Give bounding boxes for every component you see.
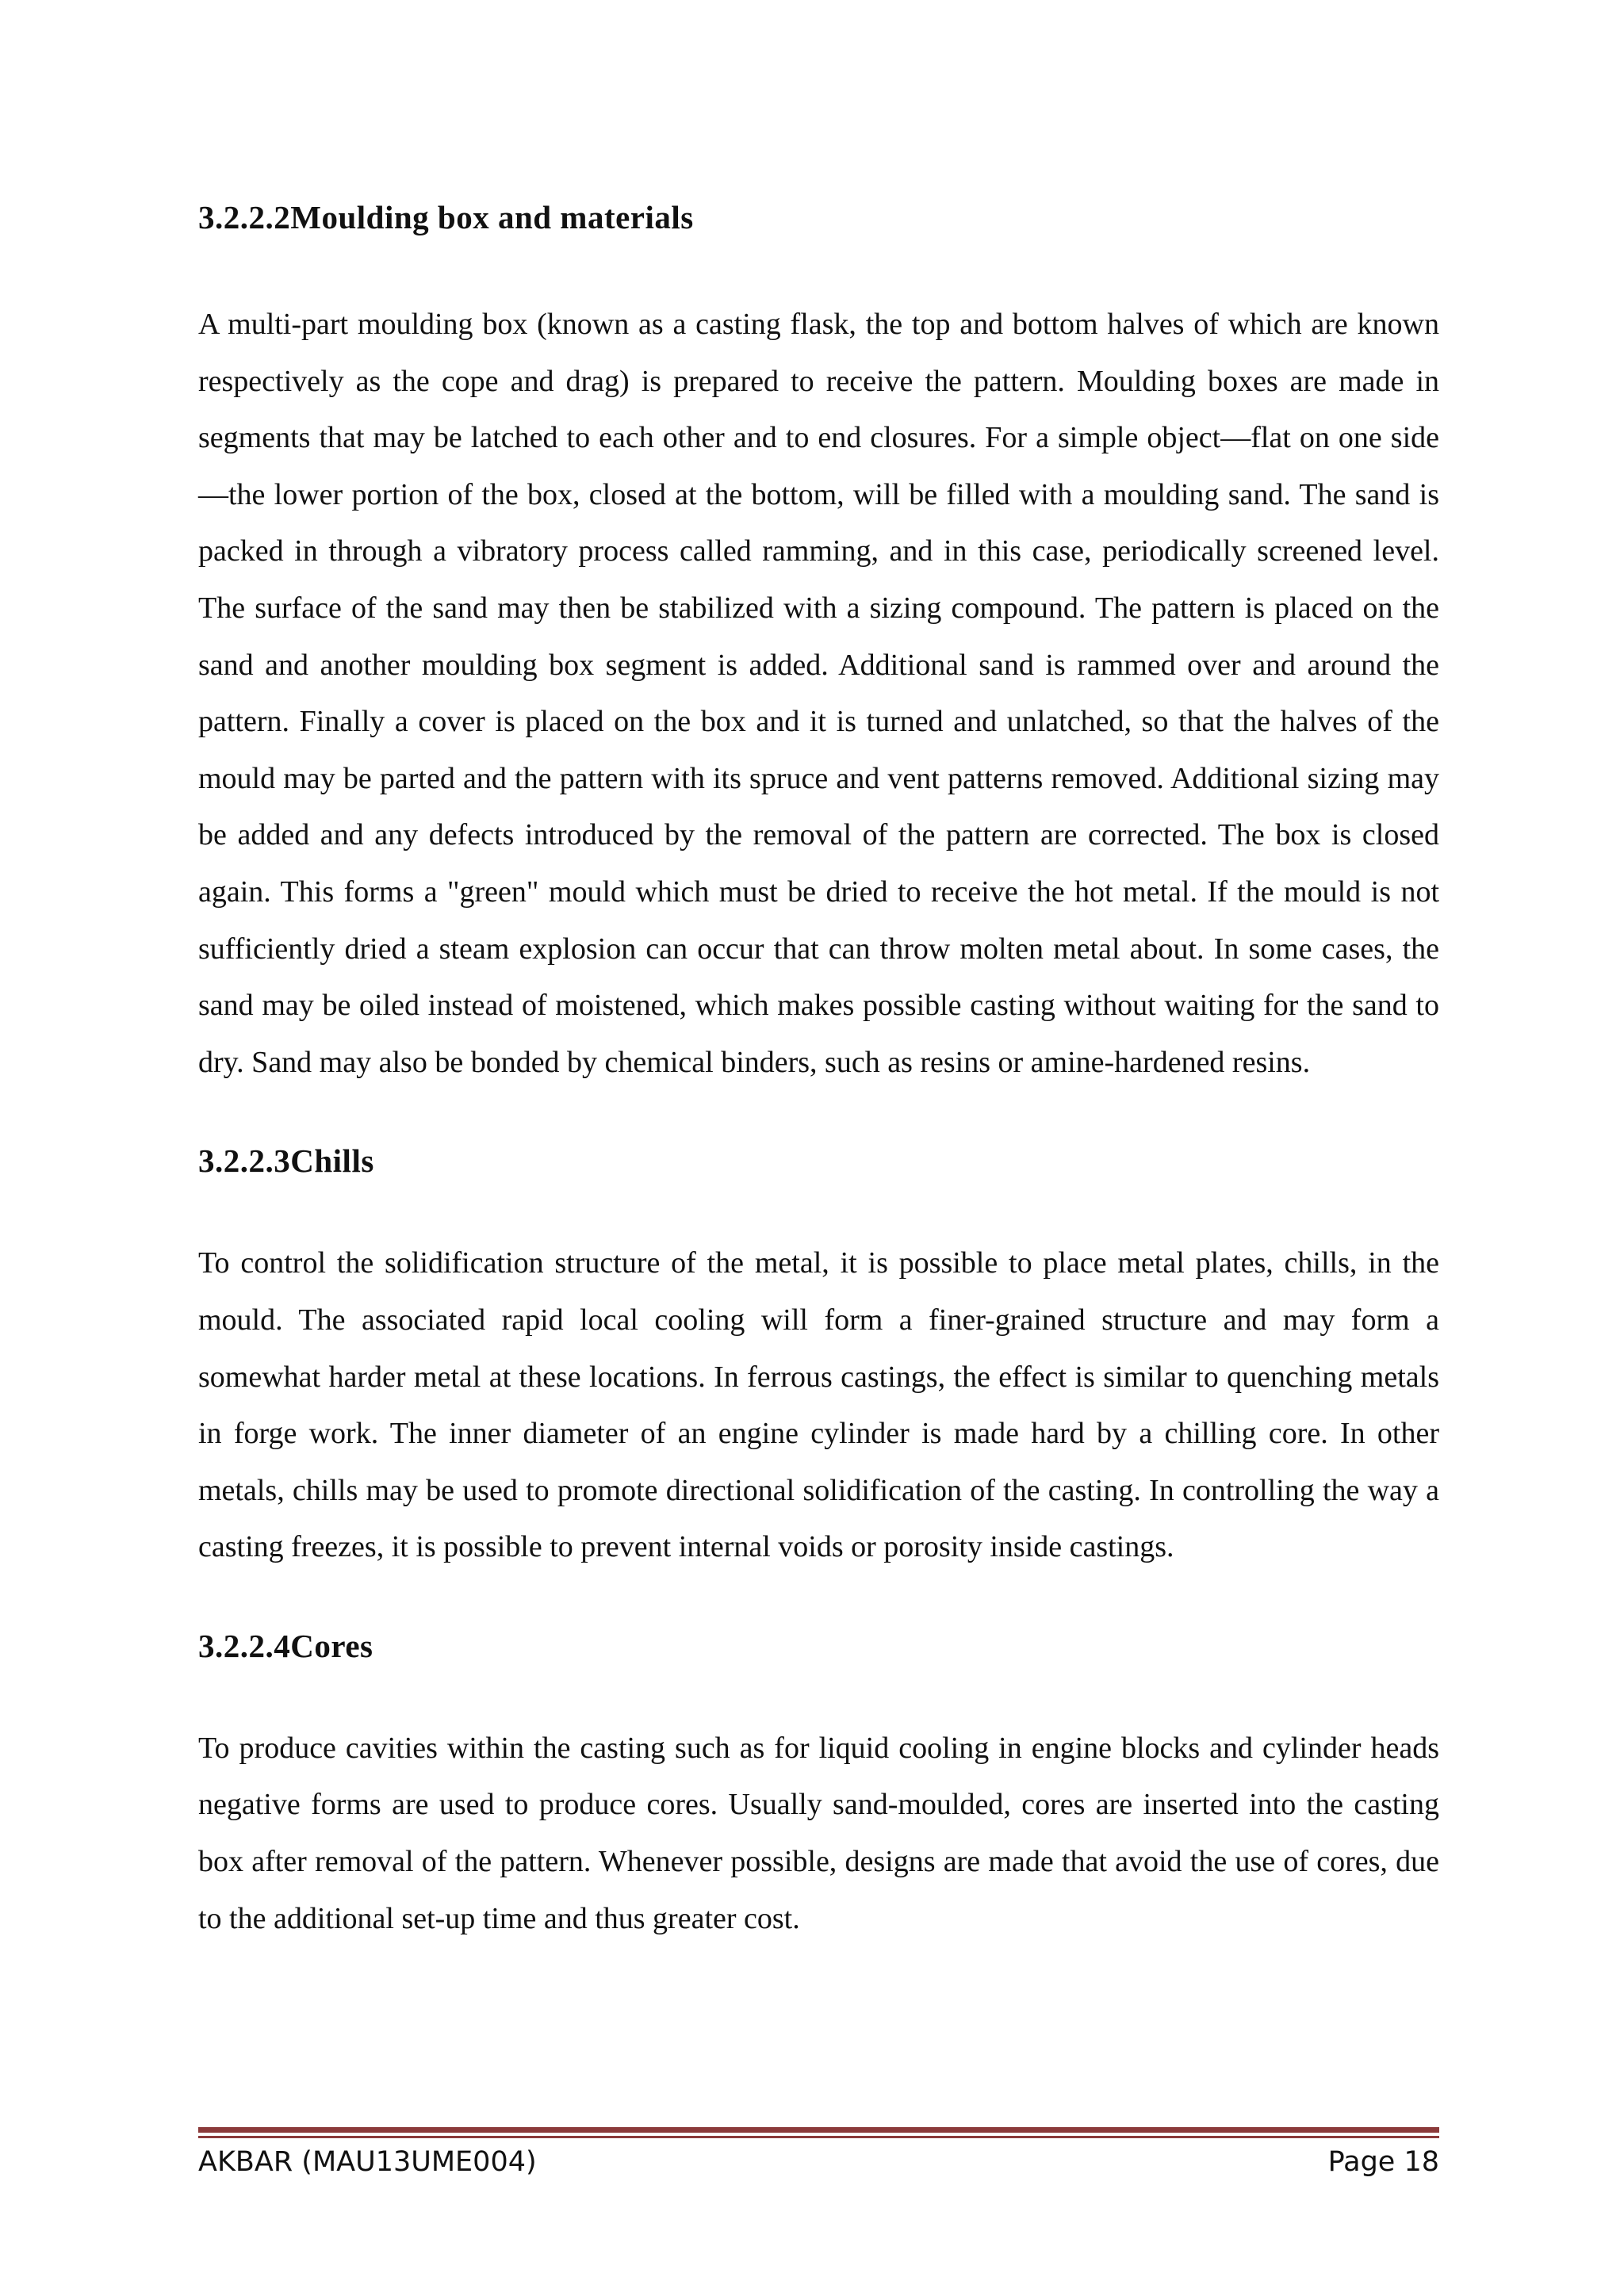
section-body-cores: To produce cavities within the casting such as for liquid cooling in engine blocks and cylinder heads negative forms are used to produce cores. Usually sand-moulded, cores are inserted into the casting box after removal of the pattern. Whenever possible, designs are made that avoid the use of cores, due to the additional set-up time and thus greater cost.: [198, 1731, 1439, 1935]
section-heading-chills: 3.2.2.3Chills: [198, 1142, 374, 1180]
section-body-chills: To control the solidification structure of the metal, it is possible to place metal plates, chills, in the mould. The associated rapid local cooling will form a finer-grained structure and may form a somewhat harder metal at these locations. In ferrous castings, the effect is similar to quenching metals in forge work. The inner diameter of an engine cylinder is made hard by a chilling core. In other metals, chills may be used to promote directional solidification of the casting. In controlling the way a casting freezes, it is possible to prevent internal voids or porosity inside castings.: [198, 1246, 1439, 1564]
page-number: Page 18: [1327, 2146, 1439, 2178]
section-body-moulding-box: A multi-part moulding box (known as a casting flask, the top and bottom halves of which are known respectively as the cope and drag) is prepared to receive the pattern. Moulding boxes are made in segments that may be latched to each other and to end closures. For a simple object—flat on one side—the lower portion of the box, closed at the bottom, will be filled with a moulding sand. The sand is packed in through a vibratory process called ramming, and in this case, periodically screened level. The surface of the sand may then be stabilized with a sizing compound. The pattern is placed on the sand and another moulding box segment is added. Additional sand is rammed over and around the pattern. Finally a cover is placed on the box and it is turned and unlatched, so that the halves of the mould may be parted and the pattern with its spruce and vent patterns removed. Additional sizing may be added and any defects introduced by the removal of the pattern are corrected. The box is closed again. This forms a "green" mould which must be dried to receive the hot metal. If the mould is not sufficiently dried a steam explosion can occur that can throw molten metal about. In some cases, the sand may be oiled instead of moistened, which makes possible casting without waiting for the sand to dry. Sand may also be bonded by chemical binders, such as resins or amine-hardened resins.: [198, 308, 1439, 1079]
section-heading-cores: 3.2.2.4Cores: [198, 1627, 373, 1664]
page-footer: [198, 2142, 1439, 2182]
page-content: [198, 189, 1439, 1947]
section-heading-moulding-box: 3.2.2.2Moulding box and materials: [198, 199, 694, 235]
footer-author: AKBAR (MAU13UME004): [198, 2146, 537, 2178]
footer-divider-thin: [198, 2136, 1439, 2138]
footer-divider-thick: [198, 2127, 1439, 2133]
